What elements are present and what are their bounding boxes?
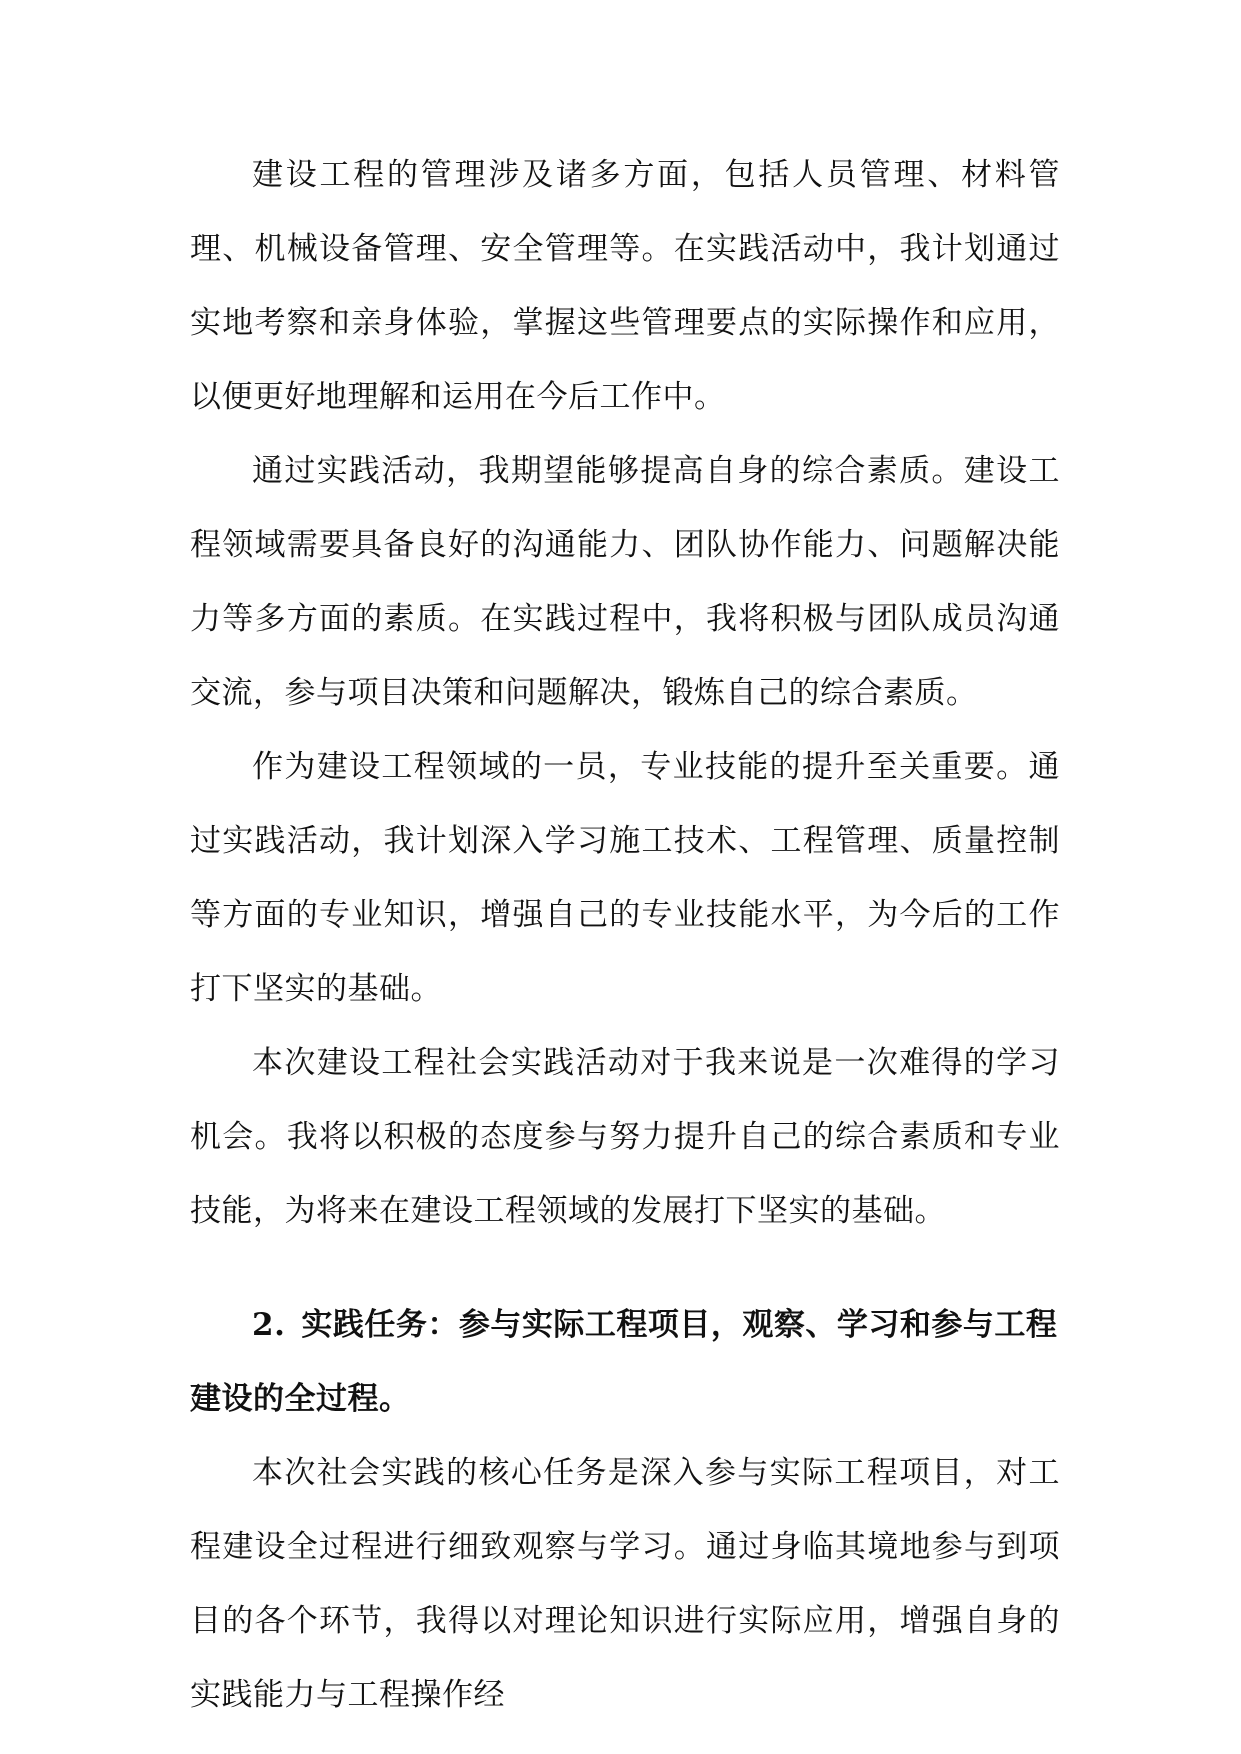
document-body	[190, 138, 1060, 1732]
paragraph-skills: 作为建设工程领域的一员，专业技能的提升至关重要。通过实践活动，我计划深入学习施工技术、工程管理、质量控制等方面的专业知识，增强自己的专业技能水平，为今后的工作打下坚实的基础。	[190, 749, 1060, 1007]
paragraph-core-task: 本次社会实践的核心任务是深入参与实际工程项目，对工程建设全过程进行细致观察与学习。通过身临其境地参与到项目的各个环节，我得以对理论知识进行实际应用，增强自身的实践能力与工程操作经	[190, 1455, 1060, 1713]
paragraph-management: 建设工程的管理涉及诸多方面，包括人员管理、材料管理、机械设备管理、安全管理等。在实践活动中，我计划通过实地考察和亲身体验，掌握这些管理要点的实际操作和应用，以便更好地理解和运用在今后工作中。	[190, 157, 1060, 415]
paragraph-opportunity: 本次建设工程社会实践活动对于我来说是一次难得的学习机会。我将以积极的态度参与努力提升自己的综合素质和专业技能，为将来在建设工程领域的发展打下坚实的基础。	[190, 1045, 1060, 1229]
section-heading	[190, 1288, 1060, 1436]
section-number: 2.	[252, 1307, 286, 1343]
paragraph-quality: 通过实践活动，我期望能够提高自身的综合素质。建设工程领域需要具备良好的沟通能力、团队协作能力、问题解决能力等多方面的素质。在实践过程中，我将积极与团队成员沟通交流，参与项目决策和问题解决，锻炼自己的综合素质。	[190, 453, 1060, 711]
section-title: 实践任务：参与实际工程项目，观察、学习和参与工程建设的全过程。	[190, 1307, 1058, 1417]
